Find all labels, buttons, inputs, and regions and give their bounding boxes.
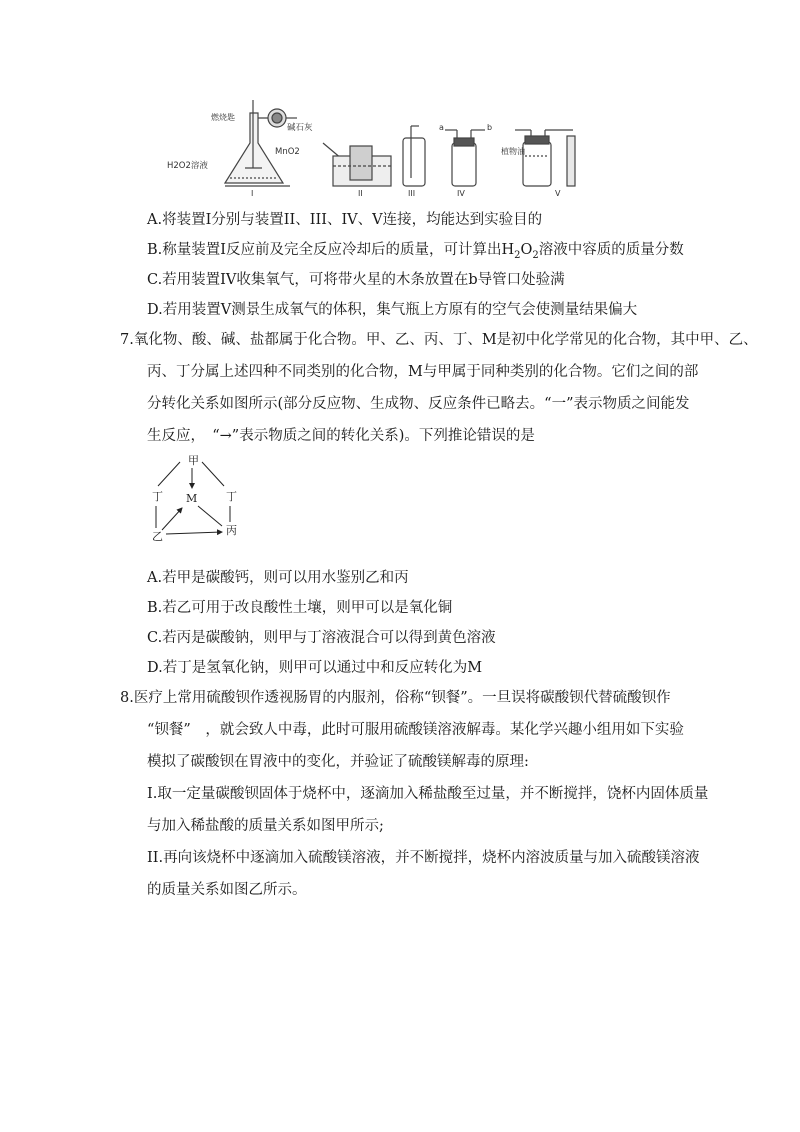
label-mno2: MnO2 [275, 147, 300, 157]
q7-option-c: C.若丙是碳酸钠，则甲与丁溶液混合可以得到黄色溶液 [147, 630, 496, 646]
node-jia: 甲 [188, 454, 199, 467]
q6-option-c: C.若用装置IV收集氧气，可将带火星的木条放置在b导管口处验满 [147, 272, 565, 288]
label-soda-lime: 碱石灰 [287, 123, 313, 133]
device-3 [403, 126, 425, 186]
device-5 [515, 130, 575, 186]
q7-option-b: B.若乙可用于改良酸性土壤，则甲可以是氧化铜 [147, 600, 453, 616]
q8-step-2-line-2: 的质量关系如图乙所示。 [147, 882, 307, 898]
q6-option-b-sub2: 2 [532, 249, 539, 261]
node-yi: 乙 [152, 530, 163, 543]
device-4 [445, 130, 485, 186]
q7-option-a: A.若甲是碳酸钙，则可以用水鉴别乙和丙 [147, 570, 409, 586]
label-h2o2-solution: H2O2溶液 [167, 161, 208, 171]
node-m: M [186, 492, 198, 505]
apparatus-drawing [167, 98, 600, 198]
node-bing: 丙 [226, 524, 237, 537]
label-device-2: II [358, 189, 363, 198]
device-1 [225, 100, 297, 186]
q7-stem-line-2: 丙、丁分属上述四种不同类别的化合物，M与甲属于同种类别的化合物。它们之间的部 [147, 364, 699, 380]
q7-stem-line-3: 分转化关系如图所示(部分反应物、生成物、反应条件已略去。“一”表示物质之间能发 [147, 396, 690, 412]
node-ding-left: 丁 [152, 490, 163, 503]
label-port-a: a [439, 123, 444, 132]
arrow-m-bing [198, 506, 222, 526]
arrow-yi-bing [166, 532, 222, 534]
q6-option-b-text: B.称量装置I反应前及完全反应冷却后的质量，可计算出H [147, 242, 515, 258]
label-device-1: I [251, 189, 254, 198]
label-port-b: b [487, 123, 493, 132]
relation-diagram-svg [140, 450, 250, 548]
q8-step-2-line-1: II.再向该烧杯中逐滴加入硫酸镁溶液，并不断搅拌，烧杯内溶波质量与加入硫酸镁溶液 [147, 850, 700, 866]
q8-step-1-line-2: 与加入稀盐酸的质量关系如图甲所示; [147, 818, 384, 834]
apparatus-figure [167, 98, 600, 198]
q6-option-b-tail: 溶液中容质的质量分数 [538, 242, 684, 258]
label-device-5: V [555, 189, 561, 198]
arrow-yi-m [162, 508, 182, 530]
q6-option-d: D.若用装置V测景生成氧气的体积，集气瓶上方原有的空气会使测量结果偏大 [147, 302, 638, 318]
q6-option-b [147, 240, 684, 266]
link-jia-ding-left [158, 462, 180, 486]
device-2 [323, 143, 391, 186]
q6-option-b-mid: O [520, 242, 533, 258]
q8-step-1-line-1: I.取一定量碳酸钡固体于烧杯中，逐滴加入稀盐酸至过量，并不断搅拌，饶杯内固体质量 [147, 786, 709, 802]
q8-stem-line-2: “钡餐” ，就会致人中毒，此时可服用硫酸镁溶液解毒。某化学兴趣小组用如下实验 [147, 722, 684, 738]
relation-diagram [140, 450, 250, 548]
q6-option-a: A.将装置I分别与装置II、III、IV、V连接，均能达到实验目的 [147, 212, 543, 228]
q8-stem-line-1: 8.医疗上常用硫酸钡作透视肠胃的内服剂，俗称“钡餐”。一旦误将碳酸钡代替硫酸钡作 [120, 690, 671, 706]
label-device-3: III [408, 189, 416, 198]
q6-option-b-sub1: 2 [514, 249, 521, 261]
link-jia-ding-right [202, 462, 224, 486]
q7-stem-line-4: 生反应， “→”表示物质之间的转化关系)。下列推论错误的是 [147, 428, 535, 444]
q7-stem-line-1: 7.氧化物、酸、碱、盐都属于化合物。甲、乙、丙、丁、M是初中化学常见的化合物，其中甲、乙、 [120, 332, 758, 348]
label-plant-oil: 植物油 [501, 147, 525, 156]
node-ding-right: 丁 [226, 490, 237, 503]
q8-stem-line-3: 模拟了碳酸钡在胃液中的变化，并验证了硫酸镁解毒的原理: [147, 754, 529, 770]
q7-option-d: D.若丁是氢氧化钠，则甲可以通过中和反应转化为M [147, 660, 483, 676]
label-burning-spoon: 燃烧匙 [211, 113, 235, 122]
label-device-4: IV [457, 189, 465, 198]
